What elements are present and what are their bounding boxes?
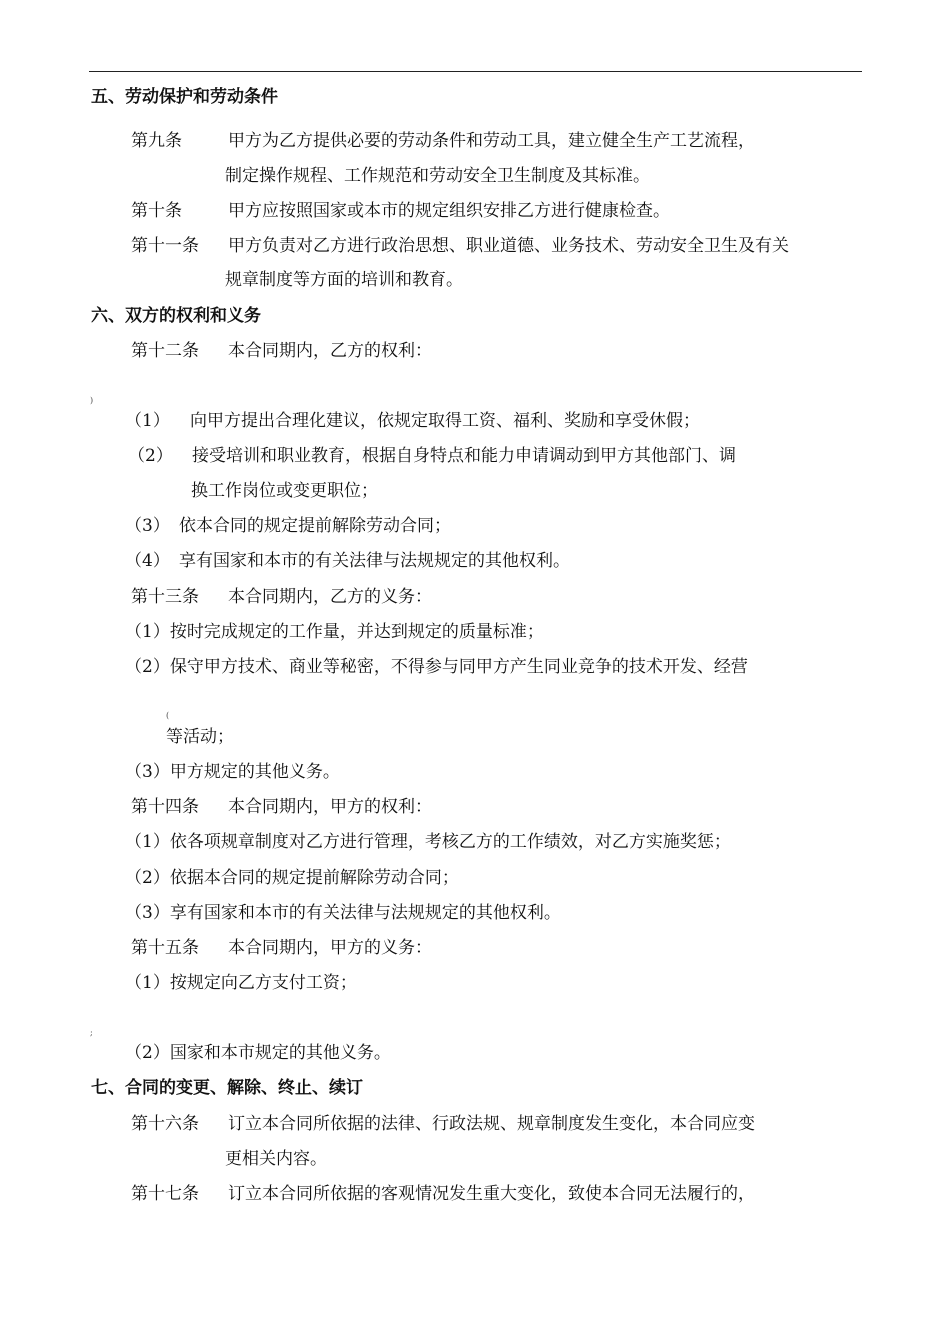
- article-9-text: 甲方为乙方提供必要的劳动条件和劳动工具，建立健全生产工艺流程，: [228, 131, 755, 151]
- stray-mark: ;: [90, 1028, 93, 1037]
- employer-duty-2: （2）国家和本市规定的其他义务。: [125, 1043, 391, 1063]
- duty-item-2-cont: 等活动；: [166, 727, 234, 747]
- section-heading-7: 七、合同的变更、解除、终止、续订: [91, 1078, 363, 1098]
- article-17-text: 订立本合同所依据的客观情况发生重大变化，致使本合同无法履行的，: [228, 1184, 755, 1204]
- duty-item-2: （2）保守甲方技术、商业等秘密，不得参与同甲方产生同业竞争的技术开发、经营: [125, 657, 748, 677]
- article-15-text: 本合同期内，甲方的义务：: [228, 938, 432, 958]
- article-11-label: 第十一条: [131, 236, 199, 256]
- right-item-4-number: （4）: [125, 551, 170, 571]
- article-11-text-cont: 规章制度等方面的培训和教育。: [225, 270, 463, 290]
- right-item-1-text: 向甲方提出合理化建议，依规定取得工资、福利、奖励和享受休假；: [190, 411, 700, 431]
- article-17-label: 第十七条: [131, 1184, 199, 1204]
- article-9-label: 第九条: [131, 131, 182, 151]
- article-16-text-cont: 更相关内容。: [225, 1149, 327, 1169]
- duty-item-1: （1）按时完成规定的工作量，并达到规定的质量标准；: [125, 622, 544, 642]
- right-item-1-number: （1）: [125, 411, 170, 431]
- employer-duty-1: （1）按规定向乙方支付工资；: [125, 973, 357, 993]
- stray-mark: ): [90, 396, 94, 405]
- article-16-label: 第十六条: [131, 1114, 199, 1134]
- right-item-3-text: 依本合同的规定提前解除劳动合同；: [179, 516, 451, 536]
- duty-item-3: （3）甲方规定的其他义务。: [125, 762, 340, 782]
- article-14-label: 第十四条: [131, 797, 199, 817]
- employer-right-2: （2）依据本合同的规定提前解除劳动合同；: [125, 868, 459, 888]
- article-13-text: 本合同期内，乙方的义务：: [228, 587, 432, 607]
- right-item-2-text: 接受培训和职业教育，根据自身特点和能力申请调动到甲方其他部门、调: [192, 446, 736, 466]
- right-item-3-number: （3）: [125, 516, 170, 536]
- right-item-2-text-cont: 换工作岗位或变更职位；: [191, 481, 378, 501]
- right-item-4-text: 享有国家和本市的有关法律与法规规定的其他权利。: [179, 551, 570, 571]
- section-heading-6: 六、双方的权利和义务: [91, 306, 261, 326]
- article-15-label: 第十五条: [131, 938, 199, 958]
- section-heading-5: 五、劳动保护和劳动条件: [91, 87, 278, 107]
- article-11-text: 甲方负责对乙方进行政治思想、职业道德、业务技术、劳动安全卫生及有关: [228, 236, 789, 256]
- article-10-text: 甲方应按照国家或本市的规定组织安排乙方进行健康检查。: [228, 201, 670, 221]
- article-14-text: 本合同期内，甲方的权利：: [228, 797, 432, 817]
- header-rule: [89, 71, 862, 72]
- employer-right-1: （1）依各项规章制度对乙方进行管理，考核乙方的工作绩效，对乙方实施奖惩；: [125, 832, 731, 852]
- article-13-label: 第十三条: [131, 587, 199, 607]
- article-12-label: 第十二条: [131, 341, 199, 361]
- employer-right-3: （3）享有国家和本市的有关法律与法规规定的其他权利。: [125, 903, 561, 923]
- article-12-text: 本合同期内，乙方的权利：: [228, 341, 432, 361]
- article-16-text: 订立本合同所依据的法律、行政法规、规章制度发生变化，本合同应变: [228, 1114, 755, 1134]
- article-9-text-cont: 制定操作规程、工作规范和劳动安全卫生制度及其标准。: [225, 166, 650, 186]
- article-10-label: 第十条: [131, 201, 182, 221]
- stray-mark: (: [166, 711, 170, 720]
- right-item-2-number: （2）: [128, 446, 173, 466]
